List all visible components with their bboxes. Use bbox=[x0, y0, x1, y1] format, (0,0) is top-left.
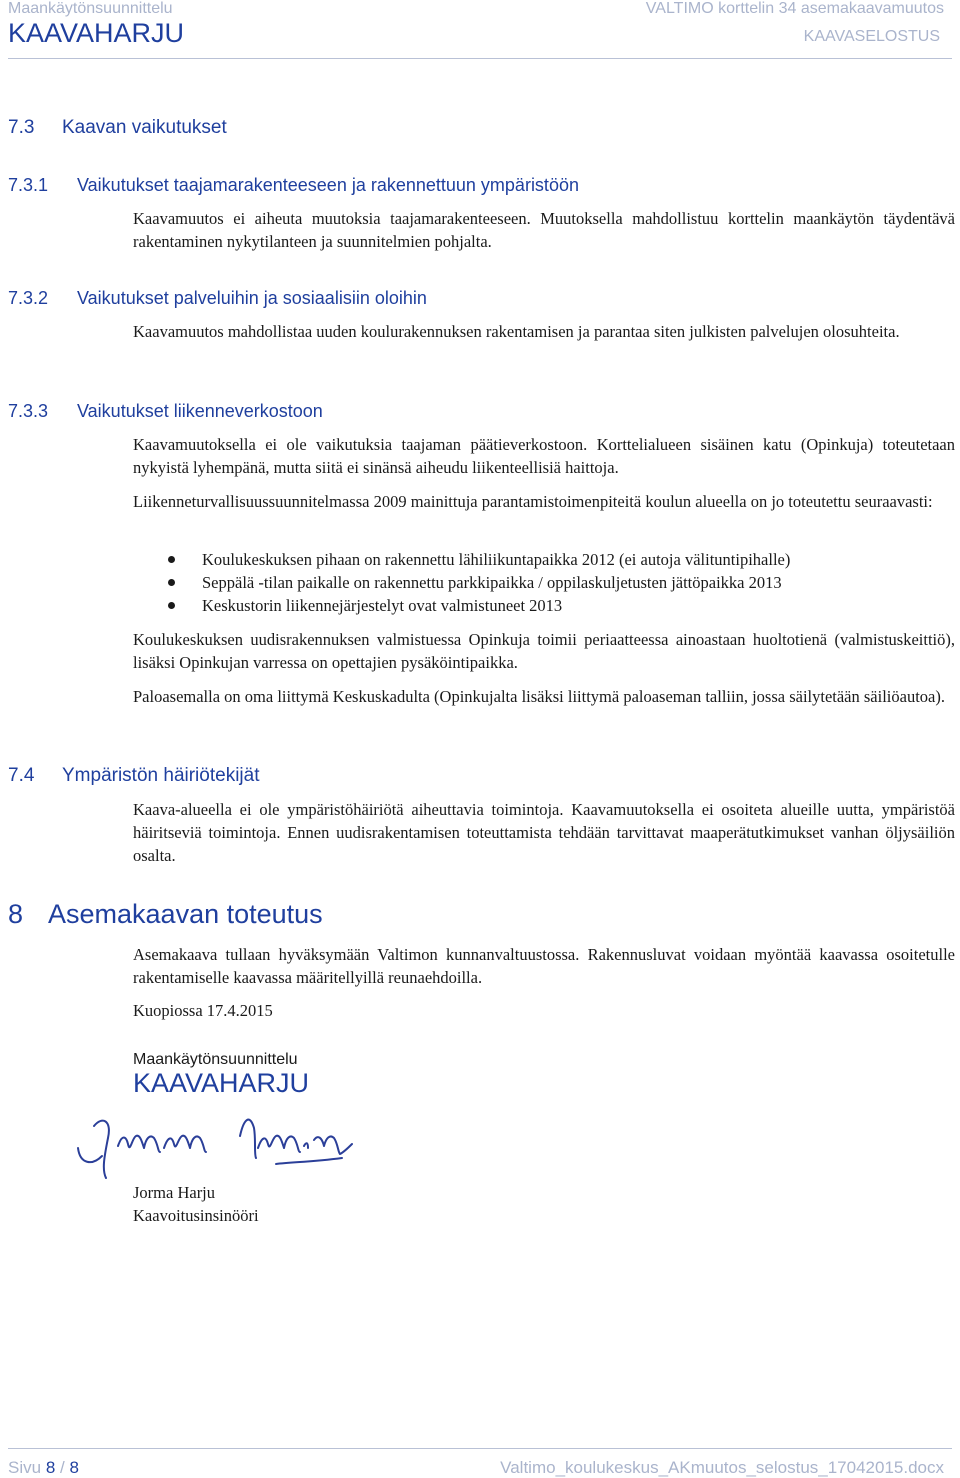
footer-filename: Valtimo_koulukeskus_AKmuutos_selostus_17042015.docx bbox=[500, 1458, 944, 1477]
heading-title: Ympäristön häiriötekijät bbox=[62, 765, 260, 786]
heading-number: 8 bbox=[8, 899, 24, 929]
heading-7-3 bbox=[8, 117, 227, 139]
place-date: Kuopiossa 17.4.2015 bbox=[133, 1001, 273, 1020]
page-number: Sivu 8 / 8 bbox=[8, 1458, 79, 1477]
header-rule bbox=[8, 58, 952, 59]
heading-7-4 bbox=[8, 765, 259, 787]
bullet-icon bbox=[168, 579, 175, 586]
heading-7-3-3 bbox=[8, 401, 323, 422]
heading-8 bbox=[8, 899, 323, 930]
signer-role: Kaavoitusinsinööri bbox=[133, 1206, 259, 1225]
heading-title: Kaavan vaikutukset bbox=[62, 117, 227, 138]
list-item: Keskustorin liikennejärjestelyt ovat valmistuneet 2013 bbox=[133, 594, 955, 617]
paragraph-7-3-1: Kaavamuutos ei aiheuta muutoksia taajamarakenteeseen. Muutoksella mahdollistuu korttelin maankäytön täydentävä rakentaminen nykytilanteen ja suunnitelmien pohjalta. bbox=[133, 209, 955, 251]
paragraph-7-3-3-b: Liikenneturvallisuussuunnitelmassa 2009 mainittuja parantamistoimenpiteitä koulun alueella on jo toteutettu seuraavasti: bbox=[133, 492, 933, 511]
header-project: VALTIMO korttelin 34 asemakaavamuutos bbox=[645, 0, 944, 17]
heading-number: 7.3.3 bbox=[8, 401, 49, 421]
header-brand: KAAVAHARJU bbox=[8, 18, 185, 48]
paragraph-7-3-3-d: Paloasemalla on oma liittymä Keskuskadulta (Opinkujalta lisäksi liittymä paloaseman talliin, jossa säilytetään säiliöautoa). bbox=[133, 687, 945, 706]
total-pages: 8 bbox=[69, 1458, 79, 1477]
heading-7-3-1 bbox=[8, 175, 579, 196]
signature-org: Maankäytönsuunnittelu bbox=[133, 1051, 298, 1068]
heading-number: 7.4 bbox=[8, 765, 35, 786]
current-page: 8 bbox=[45, 1458, 56, 1477]
heading-title: Vaikutukset palveluihin ja sosiaalisiin oloihin bbox=[77, 288, 427, 308]
header-doc-type: KAAVASELOSTUS bbox=[803, 28, 940, 45]
heading-title: Asemakaavan toteutus bbox=[48, 899, 323, 929]
list-item: Koulukeskuksen pihaan on rakennettu lähiliikuntapaikka 2012 (ei autoja välituntipihalle) bbox=[133, 548, 955, 571]
heading-number: 7.3 bbox=[8, 117, 35, 138]
list-item: Seppälä -tilan paikalle on rakennettu parkkipaikka / oppilaskuljetusten jättöpaikka 2013 bbox=[133, 571, 955, 594]
paragraph-7-3-2: Kaavamuutos mahdollistaa uuden koulurakennuksen rakentamisen ja parantaa siten julkisten palvelujen olosuhteita. bbox=[133, 322, 900, 341]
footer-rule bbox=[8, 1448, 952, 1449]
paragraph-8: Asemakaava tullaan hyväksymään Valtimon kunnanvaltuustossa. Rakennusluvat voidaan myöntää kaavassa osoitetulle rakentamiselle kaavassa määritellyillä reunaehdoilla. bbox=[133, 945, 955, 987]
heading-title: Vaikutukset liikenneverkostoon bbox=[77, 401, 323, 421]
paragraph-7-4: Kaava-alueella ei ole ympäristöhäiriötä aiheuttavia toimintoja. Kaavamuutoksella ei osoiteta alueille uutta, ympäristöä häiritseviä toimintoja. Ennen uudisrakentamisen toteuttamista tehdään tarvittavat maaperätutkimukset vanhan öljysäiliön osalta. bbox=[133, 800, 955, 865]
bullet-icon bbox=[168, 556, 175, 563]
signature-brand: KAAVAHARJU bbox=[133, 1068, 310, 1098]
heading-number: 7.3.2 bbox=[8, 288, 49, 308]
header-org: Maankäytönsuunnittelu bbox=[8, 0, 173, 17]
heading-number: 7.3.1 bbox=[8, 175, 49, 195]
handwritten-signature bbox=[72, 1108, 362, 1183]
signer-name: Jorma Harju bbox=[133, 1183, 216, 1202]
bullet-list bbox=[133, 548, 955, 617]
paragraph-7-3-3-a: Kaavamuutoksella ei ole vaikutuksia taajaman päätieverkostoon. Korttelialueen sisäinen katu (Opinkuja) toteutetaan nykyistä lyhempänä, mutta siitä ei sinänsä aiheudu liikenteellisiä haittoja. bbox=[133, 435, 955, 477]
bullet-icon bbox=[168, 602, 175, 609]
heading-title: Vaikutukset taajamarakenteeseen ja rakennettuun ympäristöön bbox=[77, 175, 579, 195]
paragraph-7-3-3-c: Koulukeskuksen uudisrakennuksen valmistuessa Opinkuja toimii periaatteessa ainoastaan huoltotienä (valmistuskeittiö), lisäksi Opinkujan varressa on opettajien pysäköintipaikka. bbox=[133, 630, 955, 672]
heading-7-3-2 bbox=[8, 288, 427, 309]
